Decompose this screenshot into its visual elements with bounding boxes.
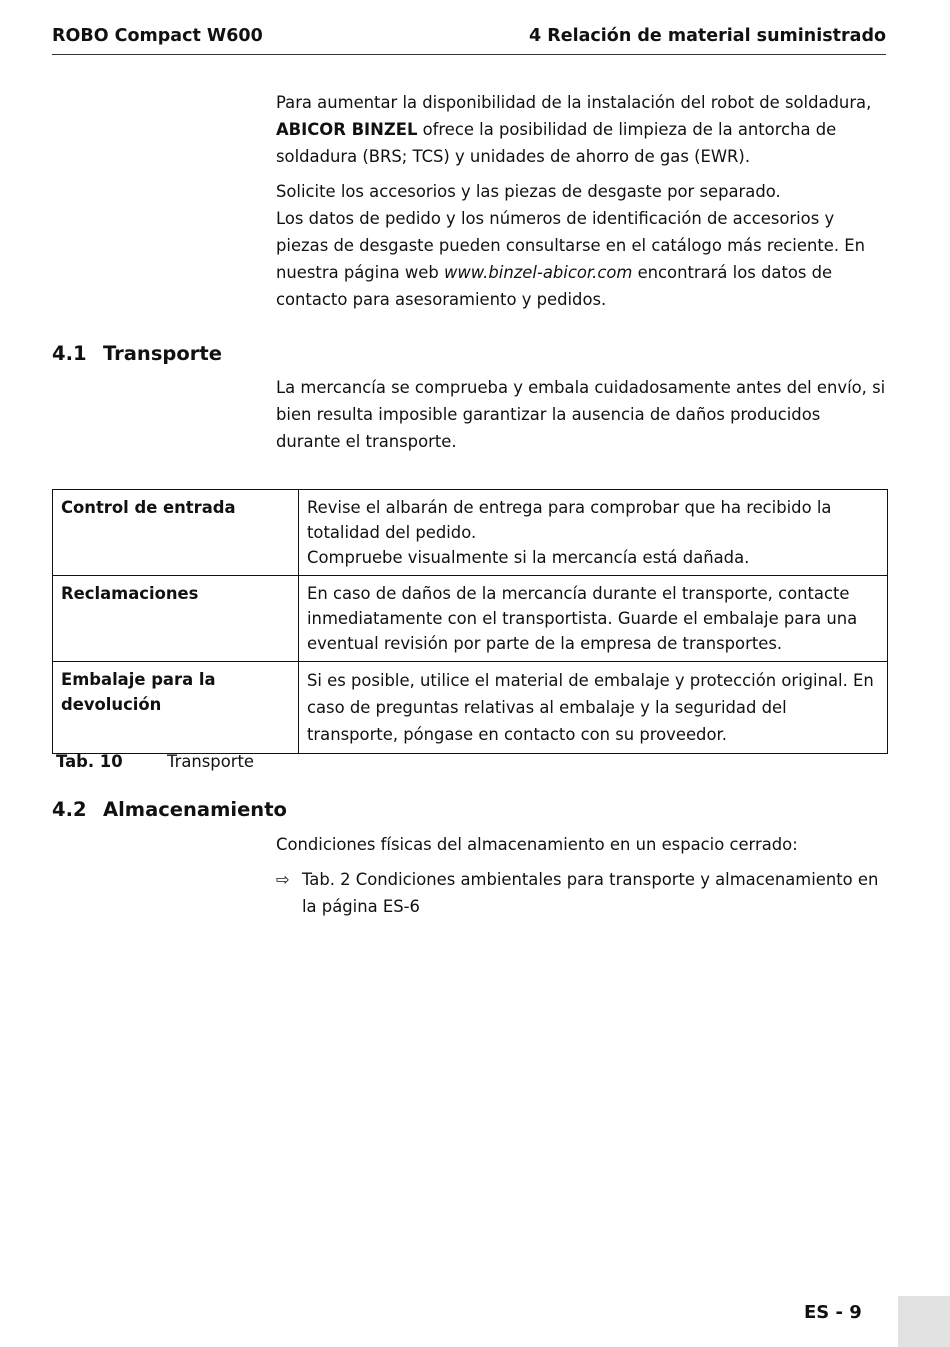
table-value-cell: [299, 662, 888, 754]
brand-name: ABICOR BINZEL: [276, 120, 418, 139]
section-title: Almacenamiento: [103, 798, 287, 821]
intro-text-a: Para aumentar la disponibilidad de la instalación del robot de soldadura,: [276, 93, 872, 112]
table-value-text: Compruebe visualmente si la mercancía está dañada.: [307, 548, 750, 567]
section-number: 4.2: [52, 798, 87, 821]
table-value-cell: [299, 576, 888, 662]
table-value-text: En caso de daños de la mercancía durante el transporte, contacte inmediatamente con el transportista. Guarde el embalaje para una eventual revisión por parte de la empresa de transportes.: [307, 584, 858, 653]
page-number: ES - 9: [804, 1302, 862, 1323]
cross-reference-text[interactable]: Tab. 2 Condiciones ambientales para transporte y almacenamiento en la página ES-6: [302, 870, 879, 916]
order-text-2b: encontrará los datos de contacto para asesoramiento y pedidos.: [276, 263, 833, 309]
order-text-1: Solicite los accesorios y las piezas de desgaste por separado.: [276, 182, 781, 201]
header-chapter-title: 4 Relación de material suministrado: [529, 26, 886, 46]
cross-reference[interactable]: [276, 866, 888, 920]
table-key-cell: Embalaje para la devolución: [53, 662, 299, 754]
table-value-text: Si es posible, utilice el material de embalaje y protección original. En caso de preguntas relativas al embalaje y la seguridad del transporte, póngase en contacto con su proveedor.: [307, 671, 874, 744]
section-heading-transport: [52, 342, 222, 365]
page-header: [52, 26, 886, 55]
table-row: [53, 490, 888, 576]
table-caption-label: Tab. 10: [56, 752, 123, 771]
transport-paragraph: La mercancía se comprueba y embala cuidadosamente antes del envío, si bien resulta imposible garantizar la ausencia de daños producidos durante el transporte.: [276, 378, 886, 451]
table-value-cell: [299, 490, 888, 576]
table-caption-text: Transporte: [167, 752, 254, 771]
section-number: 4.1: [52, 342, 87, 365]
table-key-cell: Reclamaciones: [53, 576, 299, 662]
intro-paragraph: [276, 89, 888, 170]
intro-text-b: ofrece la posibilidad de limpieza de la antorcha de soldadura (BRS; TCS) y unidades de ahorro de gas (EWR).: [276, 120, 837, 166]
table-row: [53, 662, 888, 754]
header-document-title: ROBO Compact W600: [52, 26, 263, 46]
website-link[interactable]: www.binzel-abicor.com: [443, 263, 633, 282]
table-key-cell: Control de entrada: [53, 490, 299, 576]
section-heading-storage: [52, 798, 287, 821]
arrow-right-icon: ⇨: [276, 870, 290, 889]
order-paragraph: [276, 178, 888, 313]
page-tab-marker: [898, 1296, 950, 1347]
table-value-text: Revise el albarán de entrega para comprobar que ha recibido la totalidad del pedido.: [307, 498, 832, 542]
transport-table: [52, 489, 888, 754]
section-title: Transporte: [103, 342, 222, 365]
storage-paragraph: Condiciones físicas del almacenamiento en un espacio cerrado:: [276, 835, 798, 854]
table-caption: [56, 752, 254, 771]
order-text-2a: Los datos de pedido y los números de identificación de accesorios y piezas de desgaste pueden consultarse en el catálogo más reciente. En nuestra página web: [276, 209, 866, 282]
table-row: [53, 576, 888, 662]
